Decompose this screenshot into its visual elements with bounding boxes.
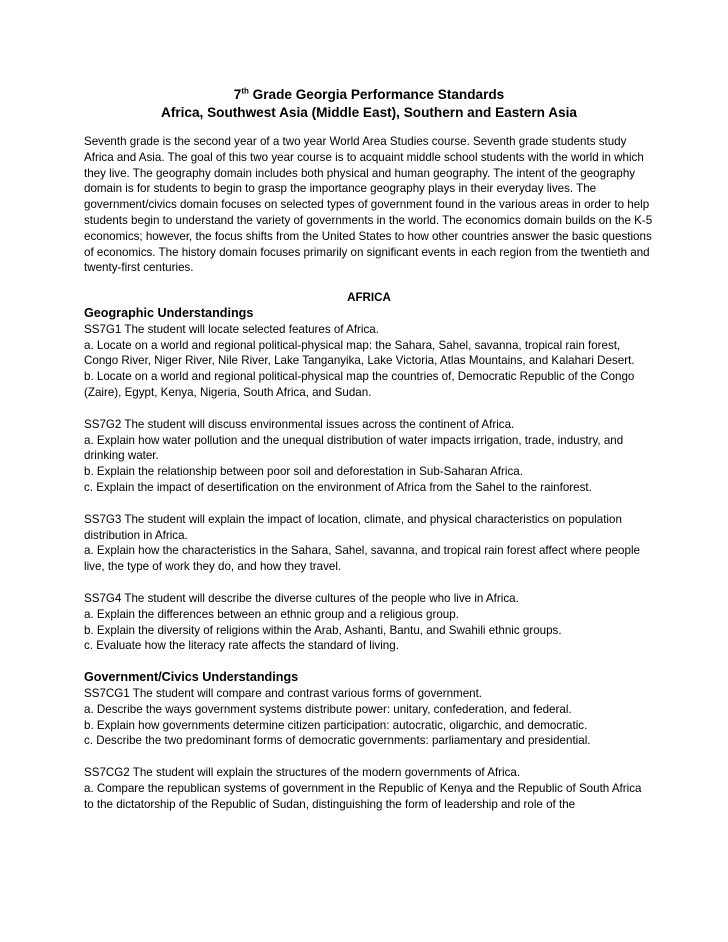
intro-paragraph: Seventh grade is the second year of a two year World Area Studies course. Seventh grade students study Africa and Asia. The goal of this two year course is to acquaint middle school students with the world in which they live. The geography domain includes both physical and human geography. The intent of the geography domain is for students to begin to grasp the importance geography plays in their everyday lives. The government/civics domain focuses on selected types of government found in the various areas in order to help students begin to understand the variety of governments in the world. The economics domain builds on the K-5 economics; however, the focus shifts from the United States to how other countries answer the basic questions of economics. The history domain focuses primarily on significant events in each region from the twentieth and twenty-first centuries. <box>84 135 653 275</box>
standard-ss7g2 <box>84 417 654 496</box>
geography-section <box>84 306 654 654</box>
standard-item: a. Explain the differences between an ethnic group and a religious group. <box>84 607 459 621</box>
standard-stem: SS7G4 The student will describe the diverse cultures of the people who live in Africa. <box>84 591 519 605</box>
standard-item: c. Describe the two predominant forms of democratic governments: parliamentary and presidential. <box>84 734 591 748</box>
standard-item: b. Explain the diversity of religions within the Arab, Ashanti, Bantu, and Swahili ethnic groups. <box>84 623 562 637</box>
standard-ss7g4 <box>84 591 654 654</box>
standard-item: a. Locate on a world and regional political-physical map: the Sahara, Sahel, savanna, tropical rain forest, Congo River, Niger River, Nile River, Lake Tanganyika, Lake Victoria, Atlas Mountains, and Kalahari Desert. <box>84 338 635 368</box>
document-page <box>84 86 654 812</box>
title-line <box>84 86 654 104</box>
civics-section <box>84 670 654 812</box>
standard-stem: SS7G3 The student will explain the impact of location, climate, and physical characteristics on population distribution in Africa. <box>84 512 622 542</box>
standard-item: a. Explain how the characteristics in the Sahara, Sahel, savanna, and tropical rain forest affect where people live, the type of work they do, and how they travel. <box>84 544 640 574</box>
standard-item: a. Describe the ways government systems distribute power: unitary, confederation, and federal. <box>84 702 572 716</box>
standard-ss7cg2 <box>84 765 654 812</box>
region-title: AFRICA <box>347 291 391 305</box>
title-grade-suffix: th <box>241 86 249 96</box>
title-rest: Grade Georgia Performance Standards <box>248 87 505 102</box>
standard-stem: SS7G2 The student will discuss environmental issues across the continent of Africa. <box>84 417 515 431</box>
standard-ss7g1 <box>84 322 654 401</box>
geography-heading: Geographic Understandings <box>84 305 254 320</box>
standard-item: a. Compare the republican systems of government in the Republic of Kenya and the Republic of South Africa to the dictatorship of the Republic of Sudan, distinguishing the form of leadership and role of the <box>84 781 642 811</box>
standard-ss7g3 <box>84 512 654 575</box>
document-title <box>84 86 654 122</box>
standard-stem: SS7CG1 The student will compare and contrast various forms of government. <box>84 686 483 700</box>
standard-stem: SS7CG2 The student will explain the structures of the modern governments of Africa. <box>84 766 521 780</box>
standard-stem: SS7G1 The student will locate selected features of Africa. <box>84 322 379 336</box>
standard-item: a. Explain how water pollution and the unequal distribution of water impacts irrigation, trade, industry, and drinking water. <box>84 433 624 463</box>
civics-heading: Government/Civics Understandings <box>84 670 299 685</box>
standard-item: b. Explain how governments determine citizen participation: autocratic, oligarchic, and democratic. <box>84 718 588 732</box>
standard-ss7cg1 <box>84 686 654 749</box>
title-grade-number: 7 <box>233 87 242 102</box>
standard-item: c. Evaluate how the literacy rate affects the standard of living. <box>84 639 399 653</box>
standard-item: b. Explain the relationship between poor soil and deforestation in Sub-Saharan Africa. <box>84 465 523 479</box>
standard-item: c. Explain the impact of desertification on the environment of Africa from the Sahel to the rainforest. <box>84 480 592 494</box>
standard-item: b. Locate on a world and regional political-physical map the countries of, Democratic Republic of the Congo (Zaire), Egypt, Kenya, Nigeria, South Africa, and Sudan. <box>84 370 635 399</box>
document-subtitle: Africa, Southwest Asia (Middle East), Southern and Eastern Asia <box>161 105 577 120</box>
